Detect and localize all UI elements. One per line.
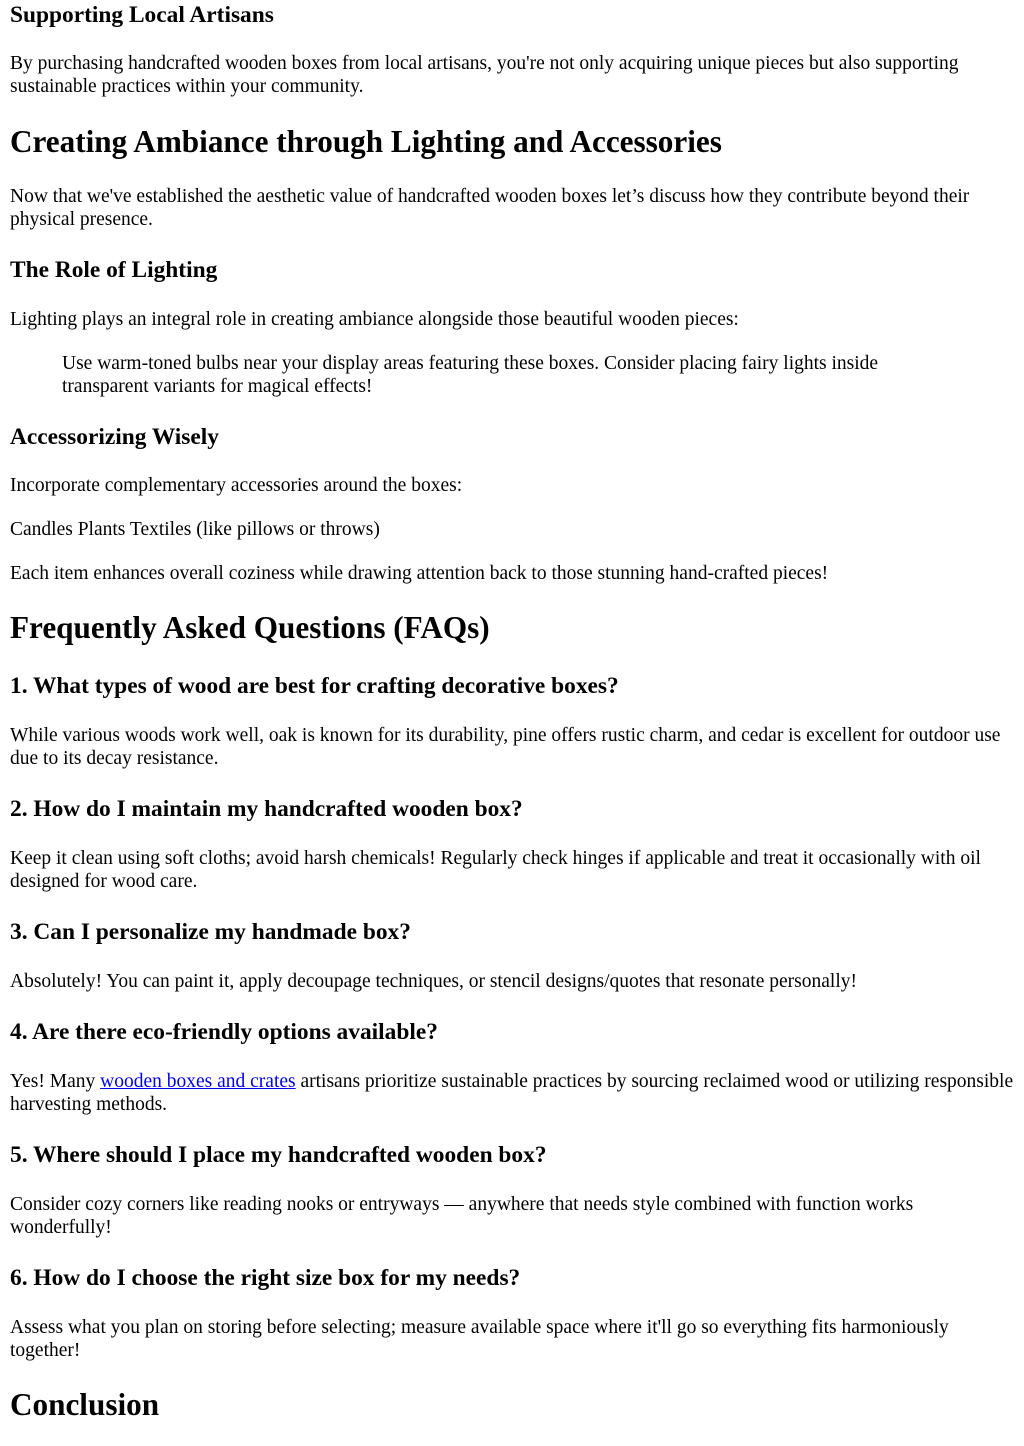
paragraph-ambiance: Now that we've established the aesthetic value of handcrafted wooden boxes let’s discuss how they contribute beyond their physical presence. — [10, 186, 970, 230]
heading-role-of-lighting: The Role of Lighting — [10, 257, 218, 283]
blockquote-lighting-tip: Use warm-toned bulbs near your display areas featuring these boxes. Consider placing fairy lights inside transparent variants for magical effects! — [62, 353, 879, 397]
faq-question-6: 6. How do I choose the right size box for my needs? — [10, 1265, 521, 1291]
faq-question-2: 2. How do I maintain my handcrafted wooden box? — [10, 796, 523, 822]
paragraph-accessories-list: Candles Plants Textiles (like pillows or throws) — [10, 519, 380, 540]
heading-supporting-local-artisans: Supporting Local Artisans — [10, 2, 274, 28]
faq-answer-4-text-after: artisans prioritize sustainable practices by sourcing reclaimed wood or utilizing responsible harvesting methods. — [10, 1071, 1014, 1115]
faq-answer-3: Absolutely! You can paint it, apply decoupage techniques, or stencil designs/quotes that resonate personally! — [10, 971, 857, 992]
faq-question-5: 5. Where should I place my handcrafted wooden box? — [10, 1142, 547, 1168]
faq-question-1: 1. What types of wood are best for crafting decorative boxes? — [10, 673, 619, 699]
faq-question-4: 4. Are there eco-friendly options available? — [10, 1019, 438, 1045]
paragraph-artisans: By purchasing handcrafted wooden boxes from local artisans, you're not only acquiring unique pieces but also supporting sustainable practices within your community. — [10, 53, 959, 97]
faq-answer-2: Keep it clean using soft cloths; avoid harsh chemicals! Regularly check hinges if applicable and treat it occasionally with oil designed for wood care. — [10, 848, 981, 892]
heading-conclusion: Conclusion — [10, 1387, 160, 1422]
heading-faqs: Frequently Asked Questions (FAQs) — [10, 610, 490, 645]
paragraph-accessories-closing: Each item enhances overall coziness while drawing attention back to those stunning hand-crafted pieces! — [10, 563, 829, 584]
faq-question-3: 3. Can I personalize my handmade box? — [10, 919, 411, 945]
paragraph-lighting: Lighting plays an integral role in creating ambiance alongside those beautiful wooden pieces: — [10, 309, 739, 330]
faq-answer-4 — [10, 1070, 1014, 1116]
faq-answer-4-text-before: Yes! Many — [10, 1071, 101, 1092]
paragraph-accessorizing: Incorporate complementary accessories around the boxes: — [10, 475, 463, 496]
faq-answer-5: Consider cozy corners like reading nooks or entryways — anywhere that needs style combined with function works wonderfully! — [10, 1194, 914, 1238]
wooden-boxes-and-crates-link[interactable]: wooden boxes and crates — [100, 1071, 296, 1092]
heading-creating-ambiance: Creating Ambiance through Lighting and Accessories — [10, 124, 722, 159]
faq-answer-6: Assess what you plan on storing before selecting; measure available space where it'll go so everything fits harmoniously together! — [10, 1317, 949, 1361]
heading-accessorizing-wisely: Accessorizing Wisely — [10, 424, 219, 450]
faq-answer-1: While various woods work well, oak is known for its durability, pine offers rustic charm, and cedar is excellent for outdoor use due to its decay resistance. — [10, 725, 1001, 769]
